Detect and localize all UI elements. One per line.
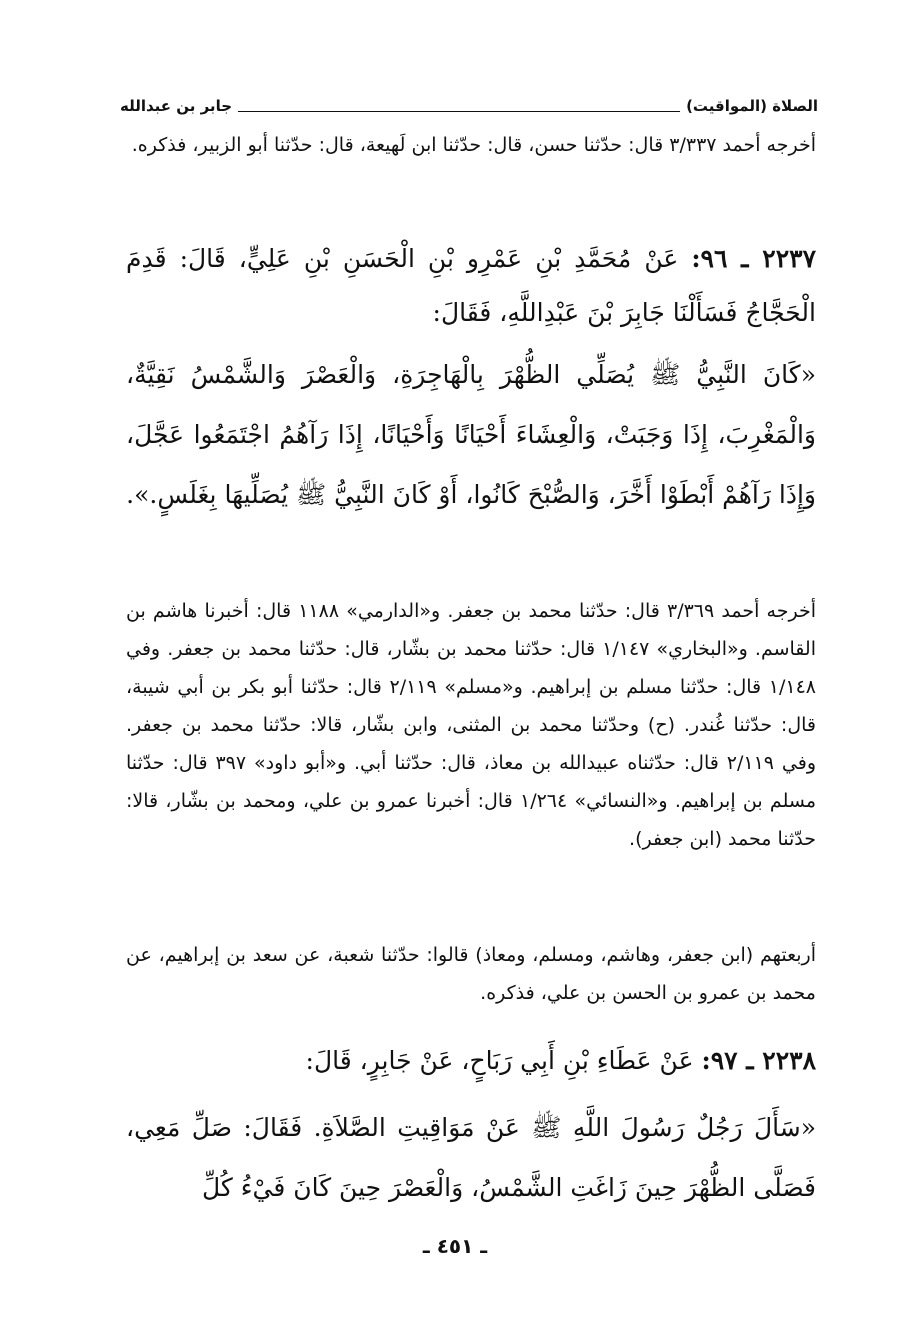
running-head-chapter: الصلاة (المواقيت) bbox=[686, 97, 818, 115]
hadith-97-matn: «سَأَلَ رَجُلٌ رَسُولَ اللَّهِ ﷺ عَنْ مَوَاقِيتِ الصَّلاَةِ. فَقَالَ: صَلِّ مَعِي، فَصَلَّى الظُّهْرَ حِينَ زَاغَتِ الشَّمْسُ، وَالْعَصْرَ حِينَ كَانَ فَيْءُ كُلِّ bbox=[126, 1113, 816, 1202]
isnad-summary: أربعتهم (ابن جعفر، وهاشم، ومسلم، ومعاذ) قالوا: حدّثنا شعبة، عن سعد بن إبراهيم، عن محمد بن عمرو بن الحسن بن علي، فذكره. bbox=[126, 944, 816, 1004]
hadith-97-heading bbox=[126, 1034, 816, 1088]
running-head-rule bbox=[238, 111, 680, 112]
hadith-96-number: ٢٢٣٧ ـ ٩٦: bbox=[691, 244, 817, 273]
hadith-96-isnad: عَنْ مُحَمَّدِ بْنِ عَمْرِو بْنِ الْحَسَنِ بْنِ عَلِيٍّ، قَالَ: قَدِمَ الْحَجَّاجُ فَسَأَلْنَا جَابِرَ بْنَ عَبْدِاللَّهِ، فَقَالَ: bbox=[126, 244, 816, 327]
hadith-97-isnad: عَنْ عَطَاءِ بْنِ أَبِي رَبَاحٍ، عَنْ جَابِرٍ، قَالَ: bbox=[305, 1046, 694, 1075]
page-number: ـ ٤٥١ ـ bbox=[422, 1234, 488, 1258]
running-head bbox=[120, 92, 818, 116]
hadith-96-heading bbox=[126, 232, 816, 340]
running-head-narrator: جابر بن عبدالله bbox=[120, 97, 233, 115]
hadith-97-number: ٢٢٣٨ ـ ٩٧: bbox=[701, 1046, 816, 1075]
takhrij-note-top: أخرجه أحمد ٣/٣٣٧ قال: حدّثنا حسن، قال: حدّثنا ابن لَهيعة، قال: حدّثنا أبو الزبير، فذكره. bbox=[131, 134, 816, 156]
takhrij-hadith-96: أخرجه أحمد ٣/٣٦٩ قال: حدّثنا محمد بن جعفر. و«الدارمي» ١١٨٨ قال: أخبرنا هاشم بن القاسم. و«البخاري» ١/١٤٧ قال: حدّثنا محمد بن بشّار، قال: حدّثنا محمد بن جعفر. وفي ١/١٤٨ قال: حدّثنا مسلم بن إبراهيم. و«مسلم» ٢/١١٩ قال: حدّثنا أبو بكر بن أبي شيبة، قال: حدّثنا غُندر. (ح) وحدّثنا محمد بن المثنى، وابن بشّار، قالا: حدّثنا محمد بن جعفر. وفي ٢/١١٩ قال: حدّثناه عبيدالله بن معاذ، قال: حدّثنا أبي. و«أبو داود» ٣٩٧ قال: حدّثنا مسلم بن إبراهيم. و«النسائي» ١/٢٦٤ قال: أخبرنا عمرو بن علي، ومحمد بن بشّار، قالا: حدّثنا محمد (ابن جعفر). bbox=[126, 600, 817, 850]
hadith-96-matn: «كَانَ النَّبِيُّ ﷺ يُصَلِّي الظُّهْرَ بِالْهَاجِرَةِ، وَالْعَصْرَ وَالشَّمْسُ نَقِيَّةٌ، وَالْمَغْرِبَ، إِذَا وَجَبَتْ، وَالْعِشَاءَ أَحْيَانًا وَأَحْيَانًا، إِذَا رَآهُمُ اجْتَمَعُوا عَجَّلَ، وَإِذَا رَآهُمْ أَبْطَوْا أَخَّرَ، وَالصُّبْحَ كَانُوا، أَوْ كَانَ النَّبِيُّ ﷺ يُصَلِّيهَا بِغَلَسٍ.». bbox=[126, 360, 816, 509]
